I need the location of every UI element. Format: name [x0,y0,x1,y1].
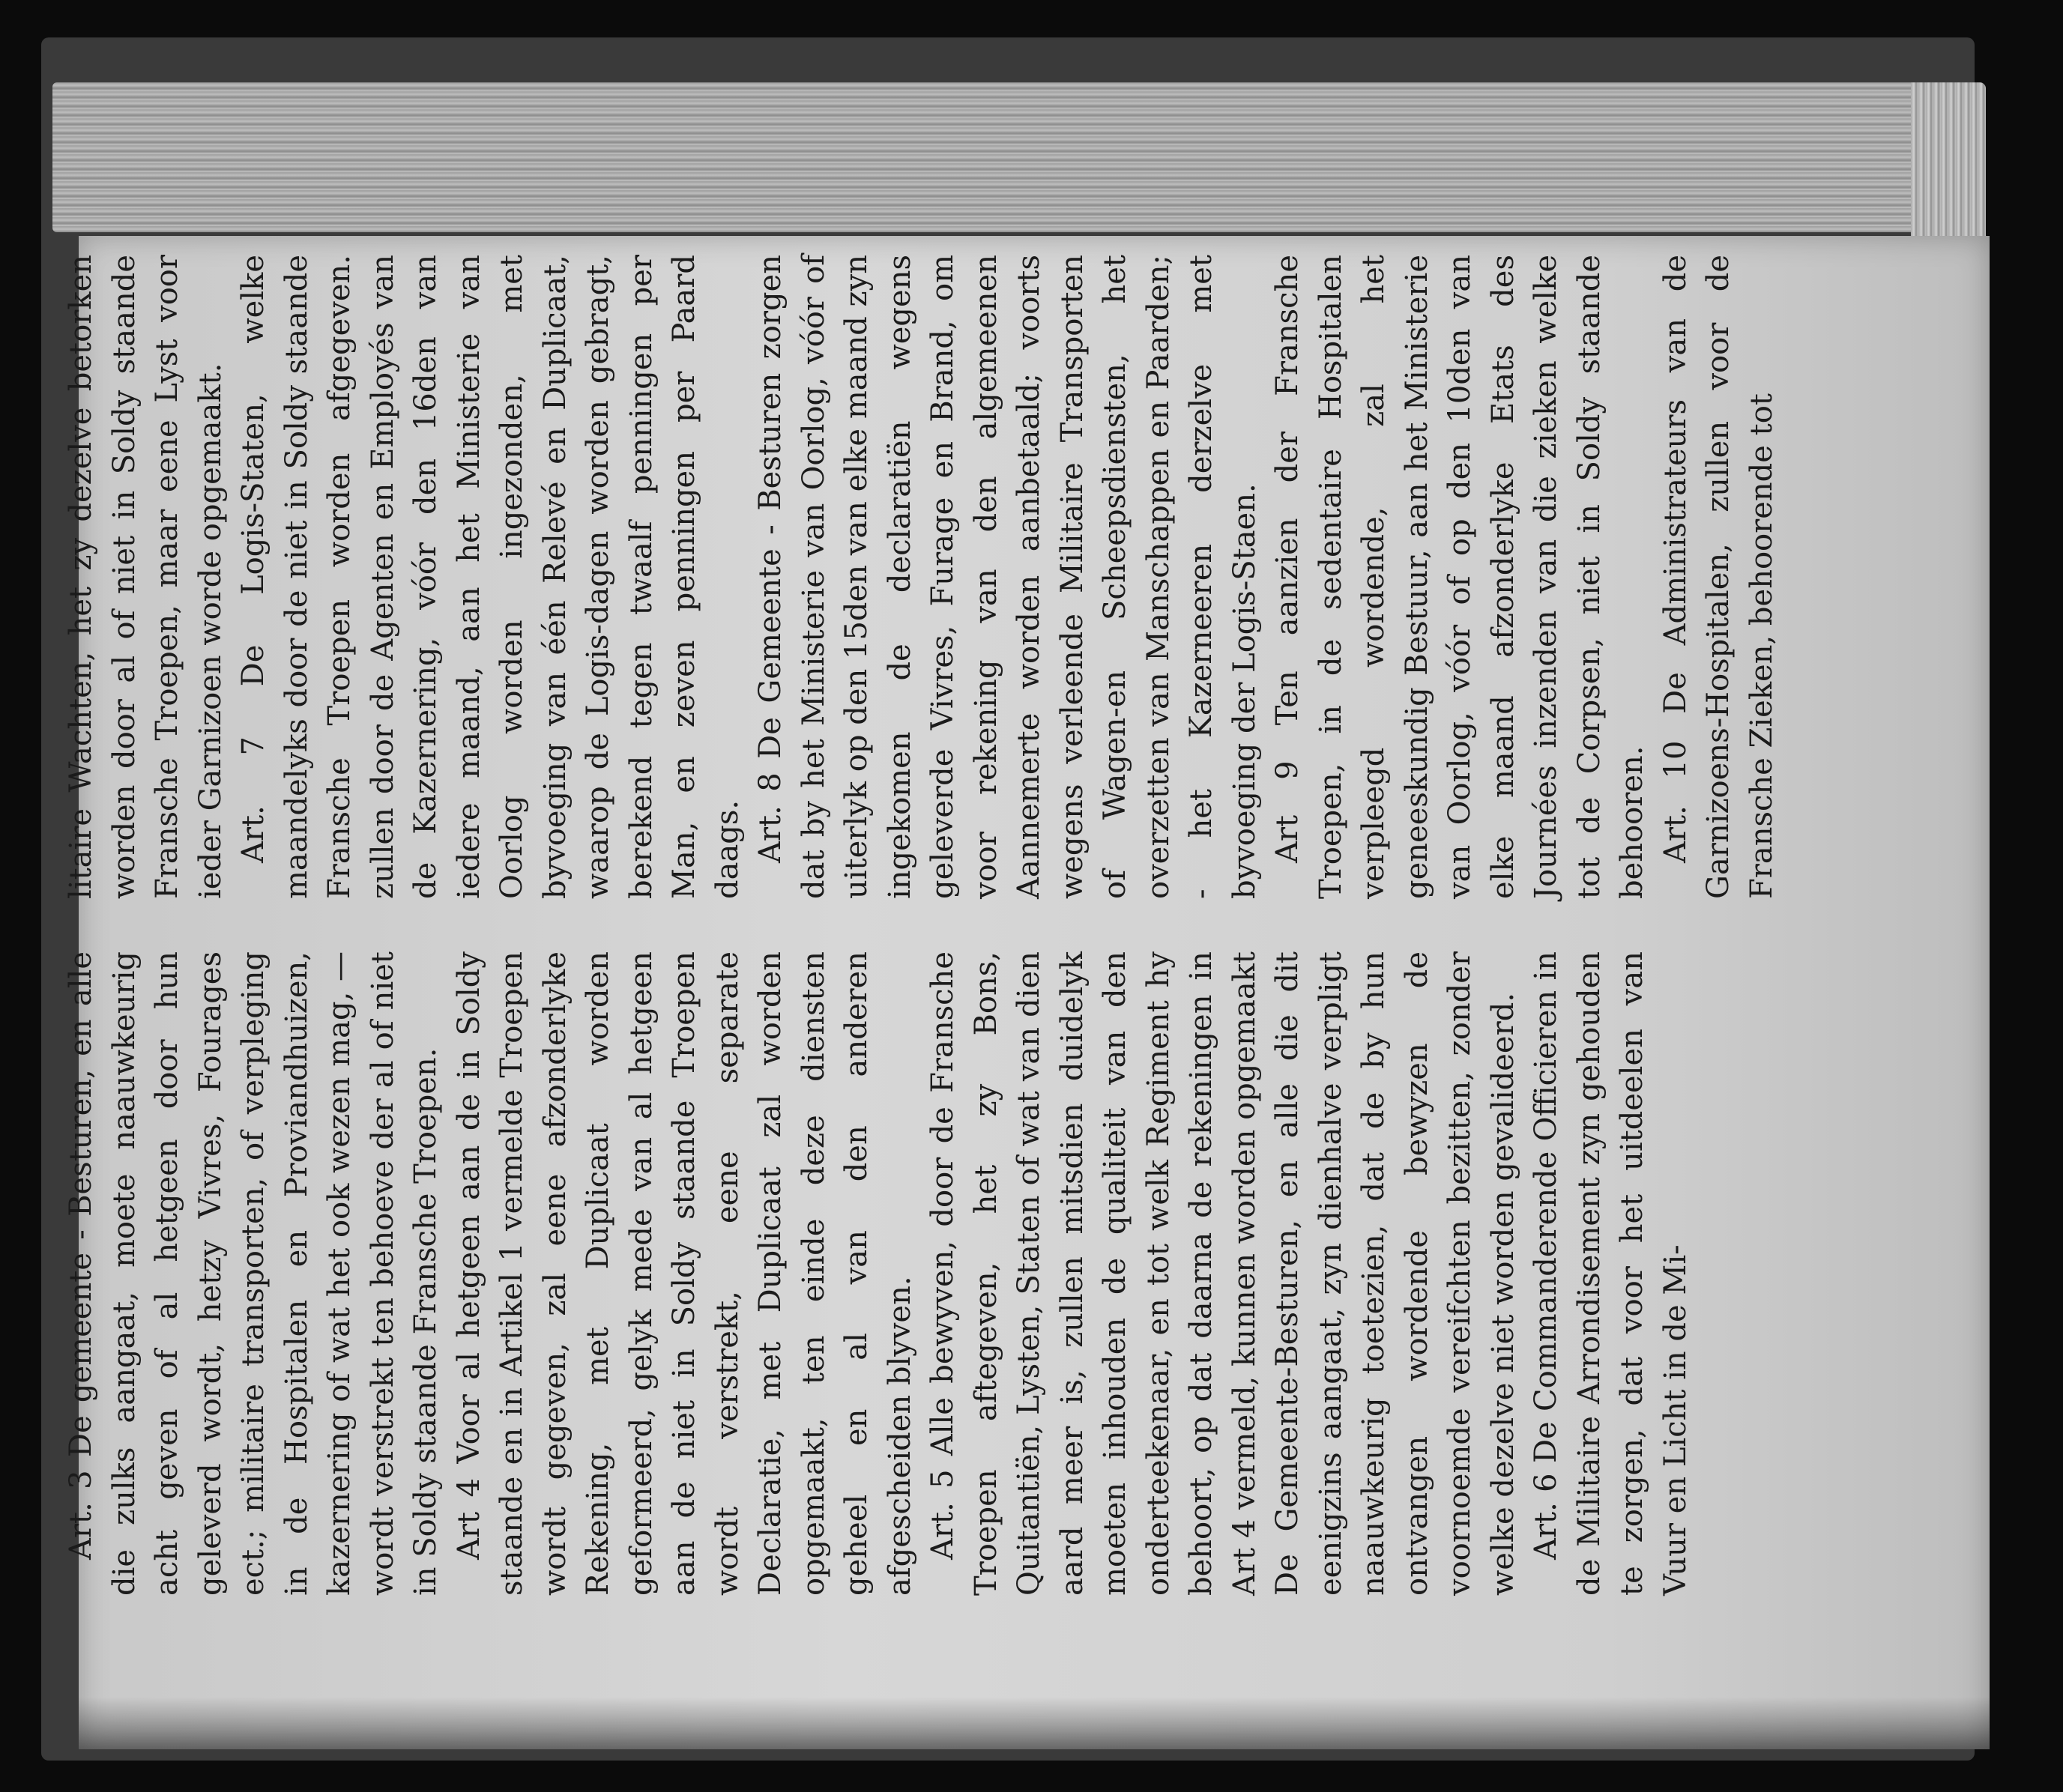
page-gutter-shadow [79,1697,1990,1749]
article-5: Art. 5 Alle bewyven, door de Fransche Troepen aftegeven, het zy Bons, Quitantiën, Lysten, Staten of wat van dien aard meer is, zullen mitsdien duidelyk moeten inhouden de qualiteit van den onderteekenaar, en tot welk Regiment hy behoort, op dat daarna de rekeningen in Art 4 vermeld, kunnen worden opgemaakt De Gemeente-Besturen, en alle die dit eenigzins aangaat, zyn dienhalve verpligt naauwkeurig toetezien, dat de by hun ontvangen wordende bewyzen de voornoemde vereifchten bezitten, zonder welke dezelve niet worden gevalideerd. [925,951,1520,1596]
article-10: Art. 10 De Administrateurs van de Garnizoens-Hospitalen, zullen voor de Fransche Zieken, behoorende tot [1658,255,1779,899]
article-7: Art. 7 De Logis-Staten, welke maandelyks door de niet in Soldy staande Fransche Troepen worden afgegeven. zullen door de Agenten en Employés van de Kazernering, vóór den 16den van iedere maand, aan het Ministerie van Oorlog worden ingezonden, met byvoeging van één Relevé en Duplicaat, waarop de Logis-dagen worden gebragt, berekend tegen twaalf penningen per Man, en zeven penningen per Paard daags. [236,255,745,899]
article-6: Art. 6 De Commanderende Officieren in de Militaire Arrondisement zyn gehouden te zorgen, dat voor het uitdeelen van Vuur en Licht in de Mi- [1529,951,1693,1596]
article-8: Art. 8 De Gemeente - Besturen zorgen dat by het Ministerie van Oorlog, vóór of uiterlyk op den 15den van elke maand zyn ingekomen de declaratiën wegens geleverde Vivres, Furage en Brand, om voor rekening van den algemeenen Aannemerte worden aanbetaald; voorts wegens verleende Militaire Transporten of Wagen-en Scheepsdiensten, het overzetten van Manschappen en Paarden; - het Kazerneeren derzelve met byvoeging der Logis-Staen. [753,255,1262,899]
rotated-text-block [60,247,1779,1596]
article-3: Art. 3 De gemeente - Besturen, en alle die zulks aangaat, moete naauwkeurig acht geven of al hetgeen door hun geleverd wordt, hetzy Vivres, Fourages ect.; militaire transporten, of verpleging in de Hospitalen en Proviandhuizen, kazernering of wat het ook wezen mag, — wordt verstrekt ten behoeve der al of niet in Soldy staande Fransche Troepen. [64,951,443,1596]
page-edges-top [52,82,1971,232]
right-column [60,255,1779,899]
left-column [60,951,1693,1596]
article-9: Art 9 Ten aanzien der Fransche Troepen, in de sedentaire Hospitalen verpleegd wordende, zal het geneeskundig Bestuur, aan het Ministerie van Oorlog, vóór of op den 10den van elke maand afzonderlyke Etats des Journées inzenden van die zieken welke tot de Corpsen, niet in Soldy staande behooren. [1270,255,1649,899]
article-6-continued: litaire Wachten, het zy dezelve betorken worden door al of niet in Soldy staande Fransche Troepen, maar eene Lyst voor ieder Garnizoen worde opgemaakt. [64,255,228,899]
article-4: Art 4 Voor al hetgeen aan de in Soldy staande en in Artikel 1 vermelde Troepen wordt gegeven, zal eene afzonderlyke Rekening, met Duplicaat worden geformeerd, gelyk mede van al hetgeen aan de niet in Soldy staande Troepen wordt verstrekt, eene separate Declaratie, met Duplicaat zal worden opgemaakt, ten einde deze diensten geheel en al van den anderen afgescheiden blyven. [451,951,917,1596]
